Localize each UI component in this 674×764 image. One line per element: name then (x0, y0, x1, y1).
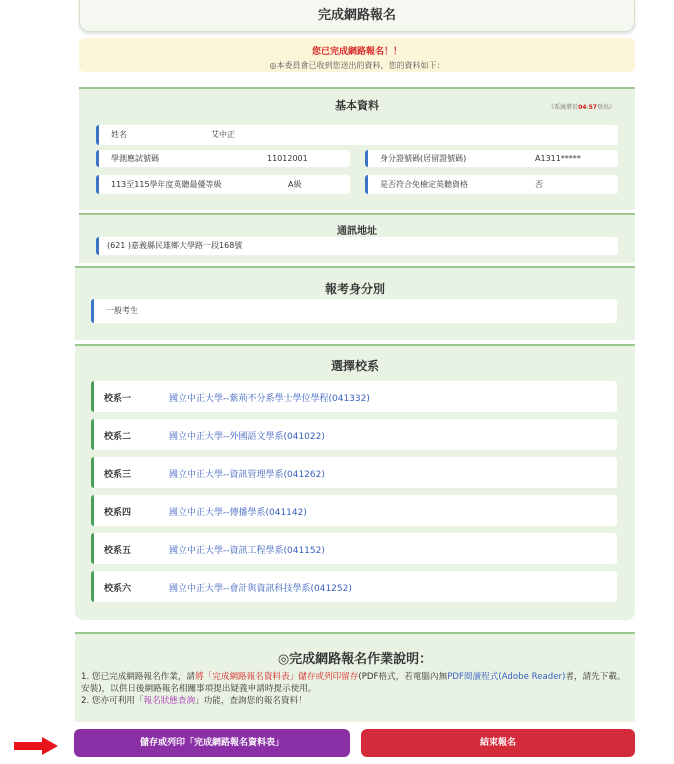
english-exempt-label: 是否符合免檢定英聽資格 (380, 180, 468, 189)
instruction-item-2: 2. 您亦可利用「報名狀態查詢」功能，查詢您的報名資料！ (81, 696, 307, 706)
identity-value: 一般考生 (106, 306, 138, 315)
instructions-text (81, 671, 631, 707)
end-registration-button[interactable]: 結束報名 (361, 729, 635, 757)
choice-value: 國立中正大學--會計與資訊科技學系(041252) (169, 584, 352, 594)
identity-title: 報考身分別 (324, 282, 385, 296)
status-query-link[interactable]: 報名狀態查詢 (143, 696, 196, 706)
identity-section (75, 266, 635, 340)
identity-field (91, 299, 617, 323)
print-form-button[interactable]: 儲存或列印「完成網路報名資料表」 (74, 729, 350, 757)
instruction-item-1: 1. 您已完成網路報名作業，請將「完成網路報名資料表」儲存或列印留存(PDF格式，若電腦內無PDF閱讀程式(Adobe Reader)者，請先下載、安裝)，以供日後網路報名相關事項提出疑義申請時提示使用。 (81, 672, 626, 694)
choices-section (75, 344, 635, 620)
english-level-value: A級 (288, 180, 302, 189)
page-title: 完成網路報名 (79, 0, 635, 32)
success-notice (79, 38, 635, 72)
choice-label: 校系四 (104, 508, 132, 518)
choice-label: 校系三 (104, 470, 132, 480)
exam-number-label: 學測應試號碼 (111, 154, 159, 163)
english-exempt-value: 否 (535, 180, 543, 189)
choice-row (91, 419, 617, 450)
instructions-title: ◎完成網路報名作業說明： (277, 652, 433, 667)
basic-info-title: 基本資料 (335, 99, 379, 112)
notice-subline: ◎本委員會已收到您送出的資料，您的資料如下： (269, 61, 445, 70)
choice-value: 國立中正大學--外國語文學系(041022) (169, 432, 325, 442)
notice-headline: 您已完成網路報名！！ (311, 47, 402, 57)
pdf-reader-link[interactable]: PDF閱讀程式(Adobe Reader) (447, 672, 566, 682)
choice-label: 校系五 (104, 546, 132, 556)
choice-value: 國立中正大學--資訊管理學系(041262) (169, 470, 325, 480)
choice-label: 校系二 (104, 432, 132, 442)
instructions-section (75, 632, 635, 722)
choice-row (91, 533, 617, 564)
choice-row (91, 457, 617, 488)
english-level-field (96, 175, 350, 194)
basic-info-section (79, 87, 635, 210)
name-value: 艾中正 (211, 130, 235, 139)
address-field (96, 237, 618, 255)
english-level-label: 113至115學年度英聽最優等級 (111, 180, 222, 189)
english-exempt-field (365, 175, 618, 194)
choice-row (91, 495, 617, 526)
choice-value: 國立中正大學--資訊工程學系(041152) (169, 546, 325, 556)
arrow-right-icon (14, 737, 58, 755)
address-title: 通訊地址 (337, 226, 377, 237)
address-section (79, 213, 635, 263)
id-number-label: 身分證號碼(居留證號碼) (380, 154, 467, 163)
choice-row (91, 571, 617, 602)
address-value: (621 )嘉義縣民雄鄉大學路一段168號 (107, 241, 243, 250)
system-logout-timer: 《系統將於04:57登出》 (548, 104, 615, 111)
choice-label: 校系六 (104, 584, 132, 594)
choice-label: 校系一 (104, 394, 132, 404)
name-field (96, 125, 618, 145)
id-number-value: A1311***** (535, 154, 581, 163)
name-label: 姓名 (111, 130, 127, 139)
choice-row (91, 381, 617, 412)
choices-title: 選擇校系 (330, 359, 379, 373)
exam-number-value: 11012001 (267, 154, 308, 163)
exam-number-field (96, 150, 350, 167)
id-number-field (365, 150, 618, 167)
choice-value: 國立中正大學--傳播學系(041142) (169, 508, 307, 518)
choice-value: 國立中正大學--紫荊不分系學士學位學程(041332) (169, 394, 370, 404)
